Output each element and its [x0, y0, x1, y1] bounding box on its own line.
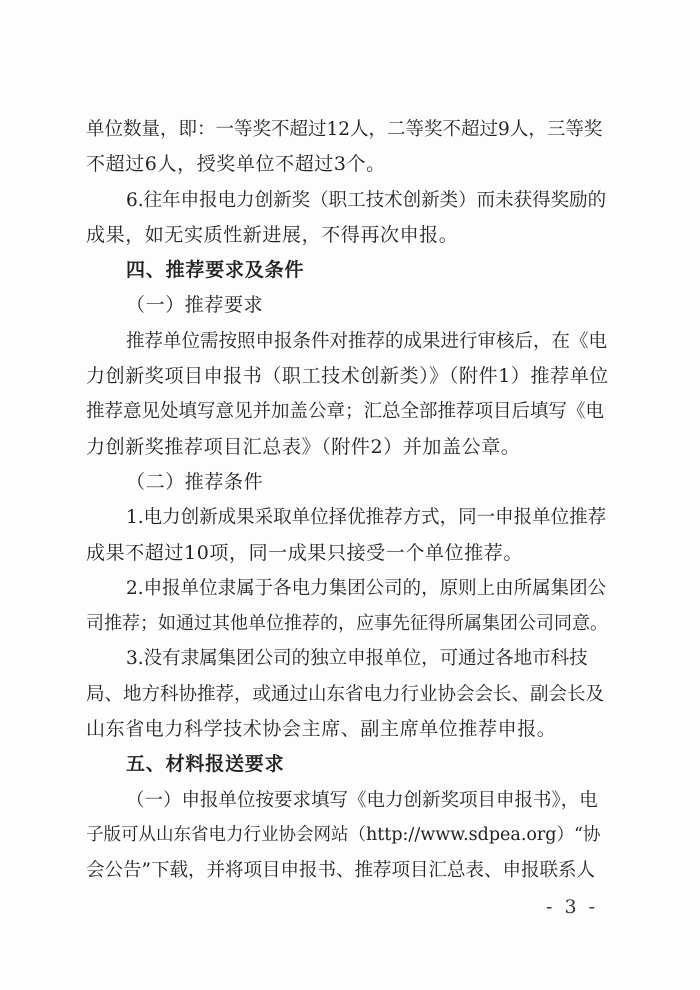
section-heading-4: 四、推荐要求及条件	[126, 259, 305, 282]
subsection-heading: （二）推荐条件	[126, 470, 264, 493]
paragraph-line: 不超过6人，授奖单位不超过3个。	[86, 153, 386, 176]
paragraph-line: 局、地方科协推荐，或通过山东省电力行业协会会长、副会长及	[86, 683, 605, 705]
paragraph-line: 单位数量，即：一等奖不超过12人，二等奖不超过9人，三等奖	[86, 119, 603, 140]
section-heading-5: 五、材料报送要求	[126, 753, 285, 776]
paragraph-line: 山东省电力科学技术协会主席、副主席单位推荐申报。	[86, 718, 557, 741]
paragraph-line: 2.申报单位隶属于各电力集团公司的，原则上由所属集团公	[126, 577, 607, 599]
subsection-heading: （一）推荐要求	[126, 294, 264, 317]
paragraph-line: 成果，如无实质性新进展，不得再次申报。	[86, 223, 459, 246]
paragraph-line: （一）申报单位按要求填写《电力创新奖项目申报书》，电	[126, 789, 598, 811]
paragraph-line: 司推荐；如通过其他单位推荐的，应事先征得所属集团公司同意。	[86, 613, 608, 635]
paragraph-line: 成果不超过10项，同一成果只接受一个单位推荐。	[86, 541, 523, 564]
paragraph-line: 推荐单位需按照申报条件对推荐的成果进行审核后，在《电	[126, 330, 608, 352]
paragraph-line: 力创新奖项目申报书（职工技术创新类）》（附件1）推荐单位	[86, 365, 609, 388]
paragraph-line: 子版可从山东省电力行业协会网站（http://www.sdpea.org）“协	[86, 824, 601, 845]
paragraph-line: 力创新奖推荐项目汇总表》（附件2）并加盖公章。	[86, 435, 521, 458]
paragraph-line: 推荐意见处填写意见并加盖公章；汇总全部推荐项目后填写《电	[86, 401, 605, 423]
document-body	[86, 112, 614, 889]
paragraph-line: 3.没有隶属集团公司的独立申报单位，可通过各地市科技	[126, 648, 588, 670]
paragraph-line: 6.往年申报电力创新奖（职工技术创新类）而未获得奖励的	[126, 189, 607, 211]
paragraph-line: 1.电力创新成果采取单位择优推荐方式，同一申报单位推荐	[126, 507, 607, 529]
paragraph-line: 会公告”下载，并将项目申报书、推荐项目汇总表、申报联系人	[86, 860, 595, 882]
page-number: - 3 -	[546, 896, 599, 918]
